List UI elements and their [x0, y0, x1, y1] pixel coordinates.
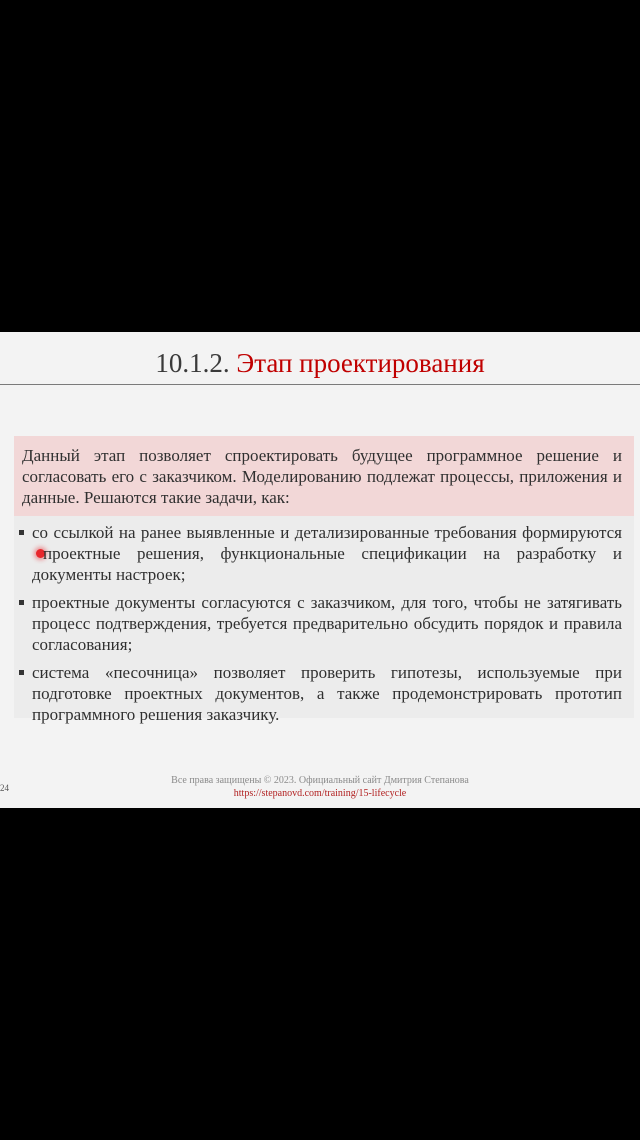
list-item [14, 662, 634, 725]
slide-content-box [14, 436, 634, 724]
page-number: 24 [0, 783, 9, 793]
list-item-text: система «песочница» позволяет проверить гипотезы, используемые при подготовке проектных документов, а также продемонстрировать прототип программного решения заказчику. [32, 663, 622, 724]
task-list [14, 522, 634, 732]
list-item [14, 592, 634, 655]
presentation-slide [0, 332, 640, 808]
title-divider [0, 384, 640, 385]
slide-title [0, 346, 640, 380]
intro-paragraph: Данный этап позволяет спроектировать будущее программное решение и согласовать его с заказчиком. Моделированию подлежат процессы, приложения и данные. Решаются такие задачи, как: [14, 436, 634, 516]
slide-title-number: 10.1.2. [155, 348, 230, 378]
footer-link[interactable]: https://stepanovd.com/training/15-lifecycle [233, 788, 407, 799]
slide-title-text: Этап проектирования [236, 348, 485, 378]
square-bullet-icon [19, 670, 24, 675]
list-item-text: проектные документы согласуются с заказчиком, для того, чтобы не затягивать процесс подтверждения, требуется предварительно обсудить порядок и правила согласования; [32, 593, 622, 654]
square-bullet-icon [19, 600, 24, 605]
square-bullet-icon [19, 530, 24, 535]
footer-copyright: Все права защищены © 2023. Официальный сайт Дмитрия Степанова [171, 775, 469, 786]
list-item-text-part2: проектные решения, функциональные спецификации на разработку и документы настроек; [32, 544, 622, 584]
list-item-text-part1: со ссылкой на ранее выявленные и детализированные требования формируются [32, 523, 622, 542]
list-item [14, 522, 634, 585]
